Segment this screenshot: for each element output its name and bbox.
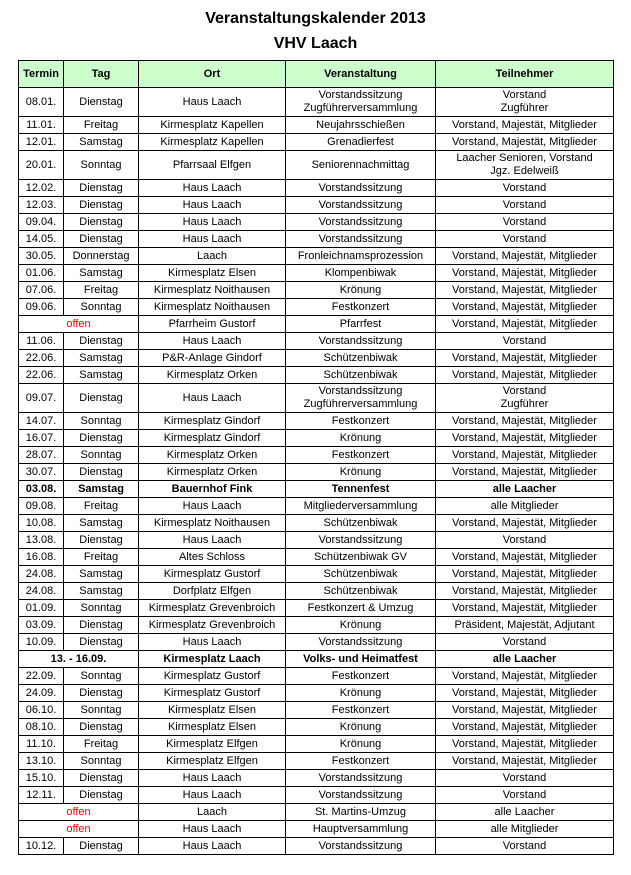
cell-teilnehmer: Präsident, Majestät, Adjutant bbox=[436, 617, 614, 634]
table-row bbox=[19, 134, 614, 151]
table-row bbox=[19, 197, 614, 214]
table-row bbox=[19, 600, 614, 617]
cell-termin: 03.08. bbox=[19, 481, 64, 498]
cell-termin: 03.09. bbox=[19, 617, 64, 634]
cell-veranstaltung: Krönung bbox=[286, 736, 436, 753]
cell-teilnehmer: Vorstand, Majestät, Mitglieder bbox=[436, 248, 614, 265]
table-row bbox=[19, 668, 614, 685]
table-row bbox=[19, 88, 614, 117]
table-row bbox=[19, 265, 614, 282]
cell-termin: 11.06. bbox=[19, 333, 64, 350]
cell-ort: Kirmesplatz Gustorf bbox=[139, 566, 286, 583]
cell-teilnehmer: Vorstand, Majestät, Mitglieder bbox=[436, 685, 614, 702]
cell-ort: Haus Laach bbox=[139, 770, 286, 787]
cell-veranstaltung: Schützenbiwak bbox=[286, 583, 436, 600]
table-row bbox=[19, 787, 614, 804]
cell-teilnehmer: alle Laacher bbox=[436, 481, 614, 498]
cell-ort: Kirmesplatz Elfgen bbox=[139, 753, 286, 770]
header-tag: Tag bbox=[64, 61, 139, 88]
cell-teilnehmer: Vorstand, Majestät, Mitglieder bbox=[436, 117, 614, 134]
cell-teilnehmer: Vorstand, Majestät, Mitglieder bbox=[436, 515, 614, 532]
cell-tag: Dienstag bbox=[64, 231, 139, 248]
header-termin: Termin bbox=[19, 61, 64, 88]
cell-termin: 13.08. bbox=[19, 532, 64, 549]
cell-ort: Haus Laach bbox=[139, 333, 286, 350]
cell-line: Jgz. Edelweiß bbox=[490, 165, 559, 177]
cell-teilnehmer: Vorstand, Majestät, Mitglieder bbox=[436, 282, 614, 299]
cell-teilnehmer: Vorstand bbox=[436, 838, 614, 855]
cell-ort: Haus Laach bbox=[139, 532, 286, 549]
cell-tag: Sonntag bbox=[64, 299, 139, 316]
cell-tag: Dienstag bbox=[64, 180, 139, 197]
cell-tag: Dienstag bbox=[64, 88, 139, 117]
cell-veranstaltung: Krönung bbox=[286, 430, 436, 447]
cell-teilnehmer: alle Laacher bbox=[436, 651, 614, 668]
cell-tag: Sonntag bbox=[64, 702, 139, 719]
cell-termin: 22.06. bbox=[19, 350, 64, 367]
header-ort: Ort bbox=[139, 61, 286, 88]
table-row bbox=[19, 532, 614, 549]
document-title: Veranstaltungskalender 2013 bbox=[205, 10, 426, 27]
cell-termin: 12.01. bbox=[19, 134, 64, 151]
cell-termin: 13.10. bbox=[19, 753, 64, 770]
cell-termin: 08.10. bbox=[19, 719, 64, 736]
table-row bbox=[19, 151, 614, 180]
table-row bbox=[19, 447, 614, 464]
cell-veranstaltung: Krönung bbox=[286, 464, 436, 481]
cell-teilnehmer: Vorstand, Majestät, Mitglieder bbox=[436, 367, 614, 384]
table-row bbox=[19, 498, 614, 515]
cell-veranstaltung: Vorstandssitzung bbox=[286, 787, 436, 804]
cell-ort: Kirmesplatz Elfgen bbox=[139, 736, 286, 753]
cell-teilnehmer: Vorstand bbox=[436, 532, 614, 549]
cell-veranstaltung: Festkonzert bbox=[286, 702, 436, 719]
cell-ort: Kirmesplatz Elsen bbox=[139, 719, 286, 736]
cell-veranstaltung: Vorstandssitzung bbox=[286, 333, 436, 350]
cell-termin: 20.01. bbox=[19, 151, 64, 180]
cell-line: Laacher Senioren, Vorstand bbox=[456, 152, 593, 164]
cell-veranstaltung: Klompenbiwak bbox=[286, 265, 436, 282]
cell-termin: offen bbox=[19, 821, 139, 838]
cell-termin: 12.11. bbox=[19, 787, 64, 804]
cell-ort: Kirmesplatz Elsen bbox=[139, 702, 286, 719]
table-row bbox=[19, 413, 614, 430]
cell-line: Vorstandssitzung bbox=[318, 385, 403, 397]
table-row bbox=[19, 350, 614, 367]
cell-tag: Dienstag bbox=[64, 685, 139, 702]
cell-teilnehmer: Vorstand, Majestät, Mitglieder bbox=[436, 583, 614, 600]
cell-ort: Kirmesplatz Gustorf bbox=[139, 685, 286, 702]
cell-ort: Haus Laach bbox=[139, 88, 286, 117]
cell-tag: Samstag bbox=[64, 350, 139, 367]
cell-teilnehmer: Vorstand, Majestät, Mitglieder bbox=[436, 736, 614, 753]
cell-termin: offen bbox=[19, 804, 139, 821]
cell-termin: 09.04. bbox=[19, 214, 64, 231]
cell-termin: 07.06. bbox=[19, 282, 64, 299]
table-row bbox=[19, 685, 614, 702]
cell-tag: Dienstag bbox=[64, 617, 139, 634]
cell-ort: Dorfplatz Elfgen bbox=[139, 583, 286, 600]
cell-teilnehmer: Vorstand, Majestät, Mitglieder bbox=[436, 464, 614, 481]
cell-teilnehmer: Vorstand, Majestät, Mitglieder bbox=[436, 447, 614, 464]
cell-teilnehmer: Vorstand, Majestät, Mitglieder bbox=[436, 702, 614, 719]
cell-ort: Kirmesplatz Gindorf bbox=[139, 413, 286, 430]
cell-ort: Laach bbox=[139, 248, 286, 265]
table-row bbox=[19, 838, 614, 855]
cell-veranstaltung: Vorstandssitzung bbox=[286, 231, 436, 248]
table-row bbox=[19, 583, 614, 600]
cell-tag: Dienstag bbox=[64, 719, 139, 736]
cell-veranstaltung: Grenadierfest bbox=[286, 134, 436, 151]
cell-ort: P&R-Anlage Gindorf bbox=[139, 350, 286, 367]
table-row bbox=[19, 515, 614, 532]
cell-ort: Haus Laach bbox=[139, 197, 286, 214]
cell-veranstaltung: Schützenbiwak bbox=[286, 367, 436, 384]
cell-teilnehmer: Vorstand bbox=[436, 634, 614, 651]
cell-ort: Laach bbox=[139, 804, 286, 821]
cell-veranstaltung: Vorstandssitzung bbox=[286, 197, 436, 214]
cell-veranstaltung: Festkonzert & Umzug bbox=[286, 600, 436, 617]
cell-termin: 22.06. bbox=[19, 367, 64, 384]
cell-tag: Dienstag bbox=[64, 430, 139, 447]
table-row bbox=[19, 316, 614, 333]
cell-tag: Freitag bbox=[64, 549, 139, 566]
table-row bbox=[19, 566, 614, 583]
cell-termin: 08.01. bbox=[19, 88, 64, 117]
cell-veranstaltung: Pfarrfest bbox=[286, 316, 436, 333]
cell-teilnehmer: Vorstand bbox=[436, 231, 614, 248]
cell-tag: Sonntag bbox=[64, 668, 139, 685]
event-calendar-table bbox=[18, 60, 614, 855]
cell-tag: Dienstag bbox=[64, 197, 139, 214]
cell-veranstaltung: Festkonzert bbox=[286, 753, 436, 770]
table-row bbox=[19, 384, 614, 413]
cell-termin: 16.08. bbox=[19, 549, 64, 566]
cell-tag: Sonntag bbox=[64, 600, 139, 617]
cell-veranstaltung: Vorstandssitzung bbox=[286, 532, 436, 549]
table-row bbox=[19, 282, 614, 299]
cell-tag: Dienstag bbox=[64, 770, 139, 787]
cell-termin: 30.07. bbox=[19, 464, 64, 481]
cell-ort: Bauernhof Fink bbox=[139, 481, 286, 498]
header-veranstaltung: Veranstaltung bbox=[286, 61, 436, 88]
cell-veranstaltung: Krönung bbox=[286, 685, 436, 702]
cell-tag: Dienstag bbox=[64, 464, 139, 481]
table-row bbox=[19, 248, 614, 265]
cell-ort: Haus Laach bbox=[139, 634, 286, 651]
cell-veranstaltung: Tennenfest bbox=[286, 481, 436, 498]
cell-veranstaltung: Festkonzert bbox=[286, 447, 436, 464]
cell-teilnehmer: alle Mitglieder bbox=[436, 821, 614, 838]
cell-termin: 16.07. bbox=[19, 430, 64, 447]
table-row bbox=[19, 804, 614, 821]
cell-termin: 01.09. bbox=[19, 600, 64, 617]
cell-line: Zugführer bbox=[500, 398, 549, 410]
cell-termin: 12.03. bbox=[19, 197, 64, 214]
table-row bbox=[19, 464, 614, 481]
cell-veranstaltung: Volks- und Heimatfest bbox=[286, 651, 436, 668]
cell-ort: Pfarrsaal Elfgen bbox=[139, 151, 286, 180]
table-body bbox=[19, 88, 614, 855]
cell-tag: Samstag bbox=[64, 134, 139, 151]
cell-veranstaltung: Neujahrsschießen bbox=[286, 117, 436, 134]
cell-ort: Haus Laach bbox=[139, 821, 286, 838]
cell-termin: 22.09. bbox=[19, 668, 64, 685]
table-header-row bbox=[19, 61, 614, 88]
cell-veranstaltung bbox=[286, 88, 436, 117]
cell-teilnehmer: Vorstand, Majestät, Mitglieder bbox=[436, 265, 614, 282]
cell-veranstaltung: Krönung bbox=[286, 617, 436, 634]
table-row bbox=[19, 821, 614, 838]
table-row bbox=[19, 702, 614, 719]
cell-termin: 10.08. bbox=[19, 515, 64, 532]
cell-tag: Samstag bbox=[64, 566, 139, 583]
cell-termin: 13. - 16.09. bbox=[19, 651, 139, 668]
cell-teilnehmer bbox=[436, 384, 614, 413]
cell-termin: 15.10. bbox=[19, 770, 64, 787]
cell-veranstaltung: St. Martins-Umzug bbox=[286, 804, 436, 821]
table-row bbox=[19, 634, 614, 651]
table-row bbox=[19, 180, 614, 197]
cell-tag: Sonntag bbox=[64, 413, 139, 430]
cell-teilnehmer: Vorstand, Majestät, Mitglieder bbox=[436, 753, 614, 770]
cell-teilnehmer: Vorstand bbox=[436, 214, 614, 231]
cell-termin: 24.08. bbox=[19, 566, 64, 583]
cell-ort: Kirmesplatz Grevenbroich bbox=[139, 600, 286, 617]
cell-teilnehmer: Vorstand, Majestät, Mitglieder bbox=[436, 549, 614, 566]
document-subtitle: VHV Laach bbox=[273, 35, 358, 52]
table-row bbox=[19, 430, 614, 447]
cell-tag: Dienstag bbox=[64, 384, 139, 413]
cell-termin: 10.12. bbox=[19, 838, 64, 855]
cell-teilnehmer: Vorstand, Majestät, Mitglieder bbox=[436, 299, 614, 316]
cell-ort: Kirmesplatz Kapellen bbox=[139, 134, 286, 151]
cell-teilnehmer: Vorstand, Majestät, Mitglieder bbox=[436, 719, 614, 736]
cell-teilnehmer: Vorstand, Majestät, Mitglieder bbox=[436, 316, 614, 333]
cell-tag: Freitag bbox=[64, 736, 139, 753]
cell-veranstaltung: Schützenbiwak bbox=[286, 350, 436, 367]
cell-ort: Haus Laach bbox=[139, 838, 286, 855]
cell-tag: Dienstag bbox=[64, 532, 139, 549]
cell-tag: Sonntag bbox=[64, 753, 139, 770]
cell-teilnehmer bbox=[436, 151, 614, 180]
cell-termin: offen bbox=[19, 316, 139, 333]
cell-teilnehmer: alle Mitglieder bbox=[436, 498, 614, 515]
cell-ort: Altes Schloss bbox=[139, 549, 286, 566]
cell-tag: Freitag bbox=[64, 117, 139, 134]
table-row bbox=[19, 231, 614, 248]
cell-ort: Haus Laach bbox=[139, 787, 286, 804]
cell-ort: Kirmesplatz Grevenbroich bbox=[139, 617, 286, 634]
cell-teilnehmer: Vorstand, Majestät, Mitglieder bbox=[436, 600, 614, 617]
cell-line: Zugführerversammlung bbox=[303, 102, 418, 114]
cell-ort: Haus Laach bbox=[139, 214, 286, 231]
table-row bbox=[19, 481, 614, 498]
cell-line: Zugführer bbox=[500, 102, 549, 114]
cell-teilnehmer: Vorstand, Majestät, Mitglieder bbox=[436, 134, 614, 151]
cell-ort: Haus Laach bbox=[139, 498, 286, 515]
cell-termin: 09.06. bbox=[19, 299, 64, 316]
cell-veranstaltung bbox=[286, 384, 436, 413]
cell-veranstaltung: Schützenbiwak bbox=[286, 515, 436, 532]
cell-termin: 24.09. bbox=[19, 685, 64, 702]
cell-ort: Haus Laach bbox=[139, 231, 286, 248]
cell-termin: 24.08. bbox=[19, 583, 64, 600]
cell-ort: Haus Laach bbox=[139, 384, 286, 413]
table-row bbox=[19, 651, 614, 668]
cell-veranstaltung: Krönung bbox=[286, 719, 436, 736]
cell-tag: Samstag bbox=[64, 515, 139, 532]
cell-line: Zugführerversammlung bbox=[303, 398, 418, 410]
cell-tag: Donnerstag bbox=[64, 248, 139, 265]
table-row bbox=[19, 770, 614, 787]
cell-tag: Dienstag bbox=[64, 214, 139, 231]
cell-veranstaltung: Vorstandssitzung bbox=[286, 180, 436, 197]
cell-termin: 12.02. bbox=[19, 180, 64, 197]
cell-teilnehmer: Vorstand, Majestät, Mitglieder bbox=[436, 413, 614, 430]
cell-tag: Samstag bbox=[64, 583, 139, 600]
cell-ort: Haus Laach bbox=[139, 180, 286, 197]
cell-veranstaltung: Festkonzert bbox=[286, 413, 436, 430]
cell-ort: Kirmesplatz Noithausen bbox=[139, 282, 286, 299]
table-row bbox=[19, 719, 614, 736]
cell-termin: 11.10. bbox=[19, 736, 64, 753]
cell-veranstaltung: Vorstandssitzung bbox=[286, 214, 436, 231]
cell-tag: Dienstag bbox=[64, 838, 139, 855]
cell-teilnehmer: Vorstand, Majestät, Mitglieder bbox=[436, 566, 614, 583]
cell-veranstaltung: Seniorennachmittag bbox=[286, 151, 436, 180]
cell-veranstaltung: Mitgliederversammlung bbox=[286, 498, 436, 515]
table-row bbox=[19, 117, 614, 134]
cell-line: Vorstand bbox=[502, 385, 547, 397]
cell-ort: Kirmesplatz Kapellen bbox=[139, 117, 286, 134]
table-row bbox=[19, 549, 614, 566]
cell-termin: 09.07. bbox=[19, 384, 64, 413]
cell-tag: Sonntag bbox=[64, 151, 139, 180]
table-row bbox=[19, 333, 614, 350]
cell-veranstaltung: Hauptversammlung bbox=[286, 821, 436, 838]
cell-termin: 30.05. bbox=[19, 248, 64, 265]
table-row bbox=[19, 299, 614, 316]
cell-termin: 14.07. bbox=[19, 413, 64, 430]
cell-teilnehmer: Vorstand, Majestät, Mitglieder bbox=[436, 430, 614, 447]
header-teilnehmer: Teilnehmer bbox=[436, 61, 614, 88]
cell-termin: 10.09. bbox=[19, 634, 64, 651]
cell-tag: Samstag bbox=[64, 265, 139, 282]
table-row bbox=[19, 753, 614, 770]
cell-veranstaltung: Vorstandssitzung bbox=[286, 634, 436, 651]
table-row bbox=[19, 617, 614, 634]
cell-teilnehmer: Vorstand, Majestät, Mitglieder bbox=[436, 350, 614, 367]
cell-termin: 09.08. bbox=[19, 498, 64, 515]
cell-veranstaltung: Schützenbiwak GV bbox=[286, 549, 436, 566]
table-row bbox=[19, 736, 614, 753]
cell-ort: Kirmesplatz Elsen bbox=[139, 265, 286, 282]
cell-teilnehmer: Vorstand bbox=[436, 180, 614, 197]
cell-veranstaltung: Fronleichnamsprozession bbox=[286, 248, 436, 265]
cell-termin: 06.10. bbox=[19, 702, 64, 719]
cell-termin: 01.06. bbox=[19, 265, 64, 282]
cell-tag: Freitag bbox=[64, 282, 139, 299]
cell-termin: 28.07. bbox=[19, 447, 64, 464]
cell-termin: 11.01. bbox=[19, 117, 64, 134]
cell-ort: Kirmesplatz Orken bbox=[139, 447, 286, 464]
cell-tag: Freitag bbox=[64, 498, 139, 515]
cell-ort: Kirmesplatz Orken bbox=[139, 367, 286, 384]
cell-teilnehmer bbox=[436, 88, 614, 117]
cell-tag: Samstag bbox=[64, 367, 139, 384]
cell-veranstaltung: Festkonzert bbox=[286, 668, 436, 685]
cell-tag: Sonntag bbox=[64, 447, 139, 464]
cell-ort: Kirmesplatz Orken bbox=[139, 464, 286, 481]
cell-veranstaltung: Krönung bbox=[286, 282, 436, 299]
cell-teilnehmer: Vorstand bbox=[436, 787, 614, 804]
cell-tag: Dienstag bbox=[64, 787, 139, 804]
cell-veranstaltung: Vorstandssitzung bbox=[286, 770, 436, 787]
cell-ort: Kirmesplatz Noithausen bbox=[139, 515, 286, 532]
cell-ort: Kirmesplatz Laach bbox=[139, 651, 286, 668]
cell-ort: Kirmesplatz Gindorf bbox=[139, 430, 286, 447]
table-row bbox=[19, 367, 614, 384]
cell-veranstaltung: Schützenbiwak bbox=[286, 566, 436, 583]
cell-teilnehmer: Vorstand bbox=[436, 197, 614, 214]
cell-termin: 14.05. bbox=[19, 231, 64, 248]
cell-teilnehmer: alle Laacher bbox=[436, 804, 614, 821]
cell-tag: Dienstag bbox=[64, 634, 139, 651]
cell-line: Vorstandssitzung bbox=[318, 89, 403, 101]
cell-ort: Kirmesplatz Noithausen bbox=[139, 299, 286, 316]
cell-tag: Dienstag bbox=[64, 333, 139, 350]
cell-line: Vorstand bbox=[502, 89, 547, 101]
cell-tag: Samstag bbox=[64, 481, 139, 498]
cell-teilnehmer: Vorstand bbox=[436, 770, 614, 787]
cell-teilnehmer: Vorstand, Majestät, Mitglieder bbox=[436, 668, 614, 685]
cell-ort: Kirmesplatz Gustorf bbox=[139, 668, 286, 685]
cell-teilnehmer: Vorstand bbox=[436, 333, 614, 350]
cell-veranstaltung: Vorstandssitzung bbox=[286, 838, 436, 855]
table-row bbox=[19, 214, 614, 231]
cell-ort: Pfarrheim Gustorf bbox=[139, 316, 286, 333]
cell-veranstaltung: Festkonzert bbox=[286, 299, 436, 316]
